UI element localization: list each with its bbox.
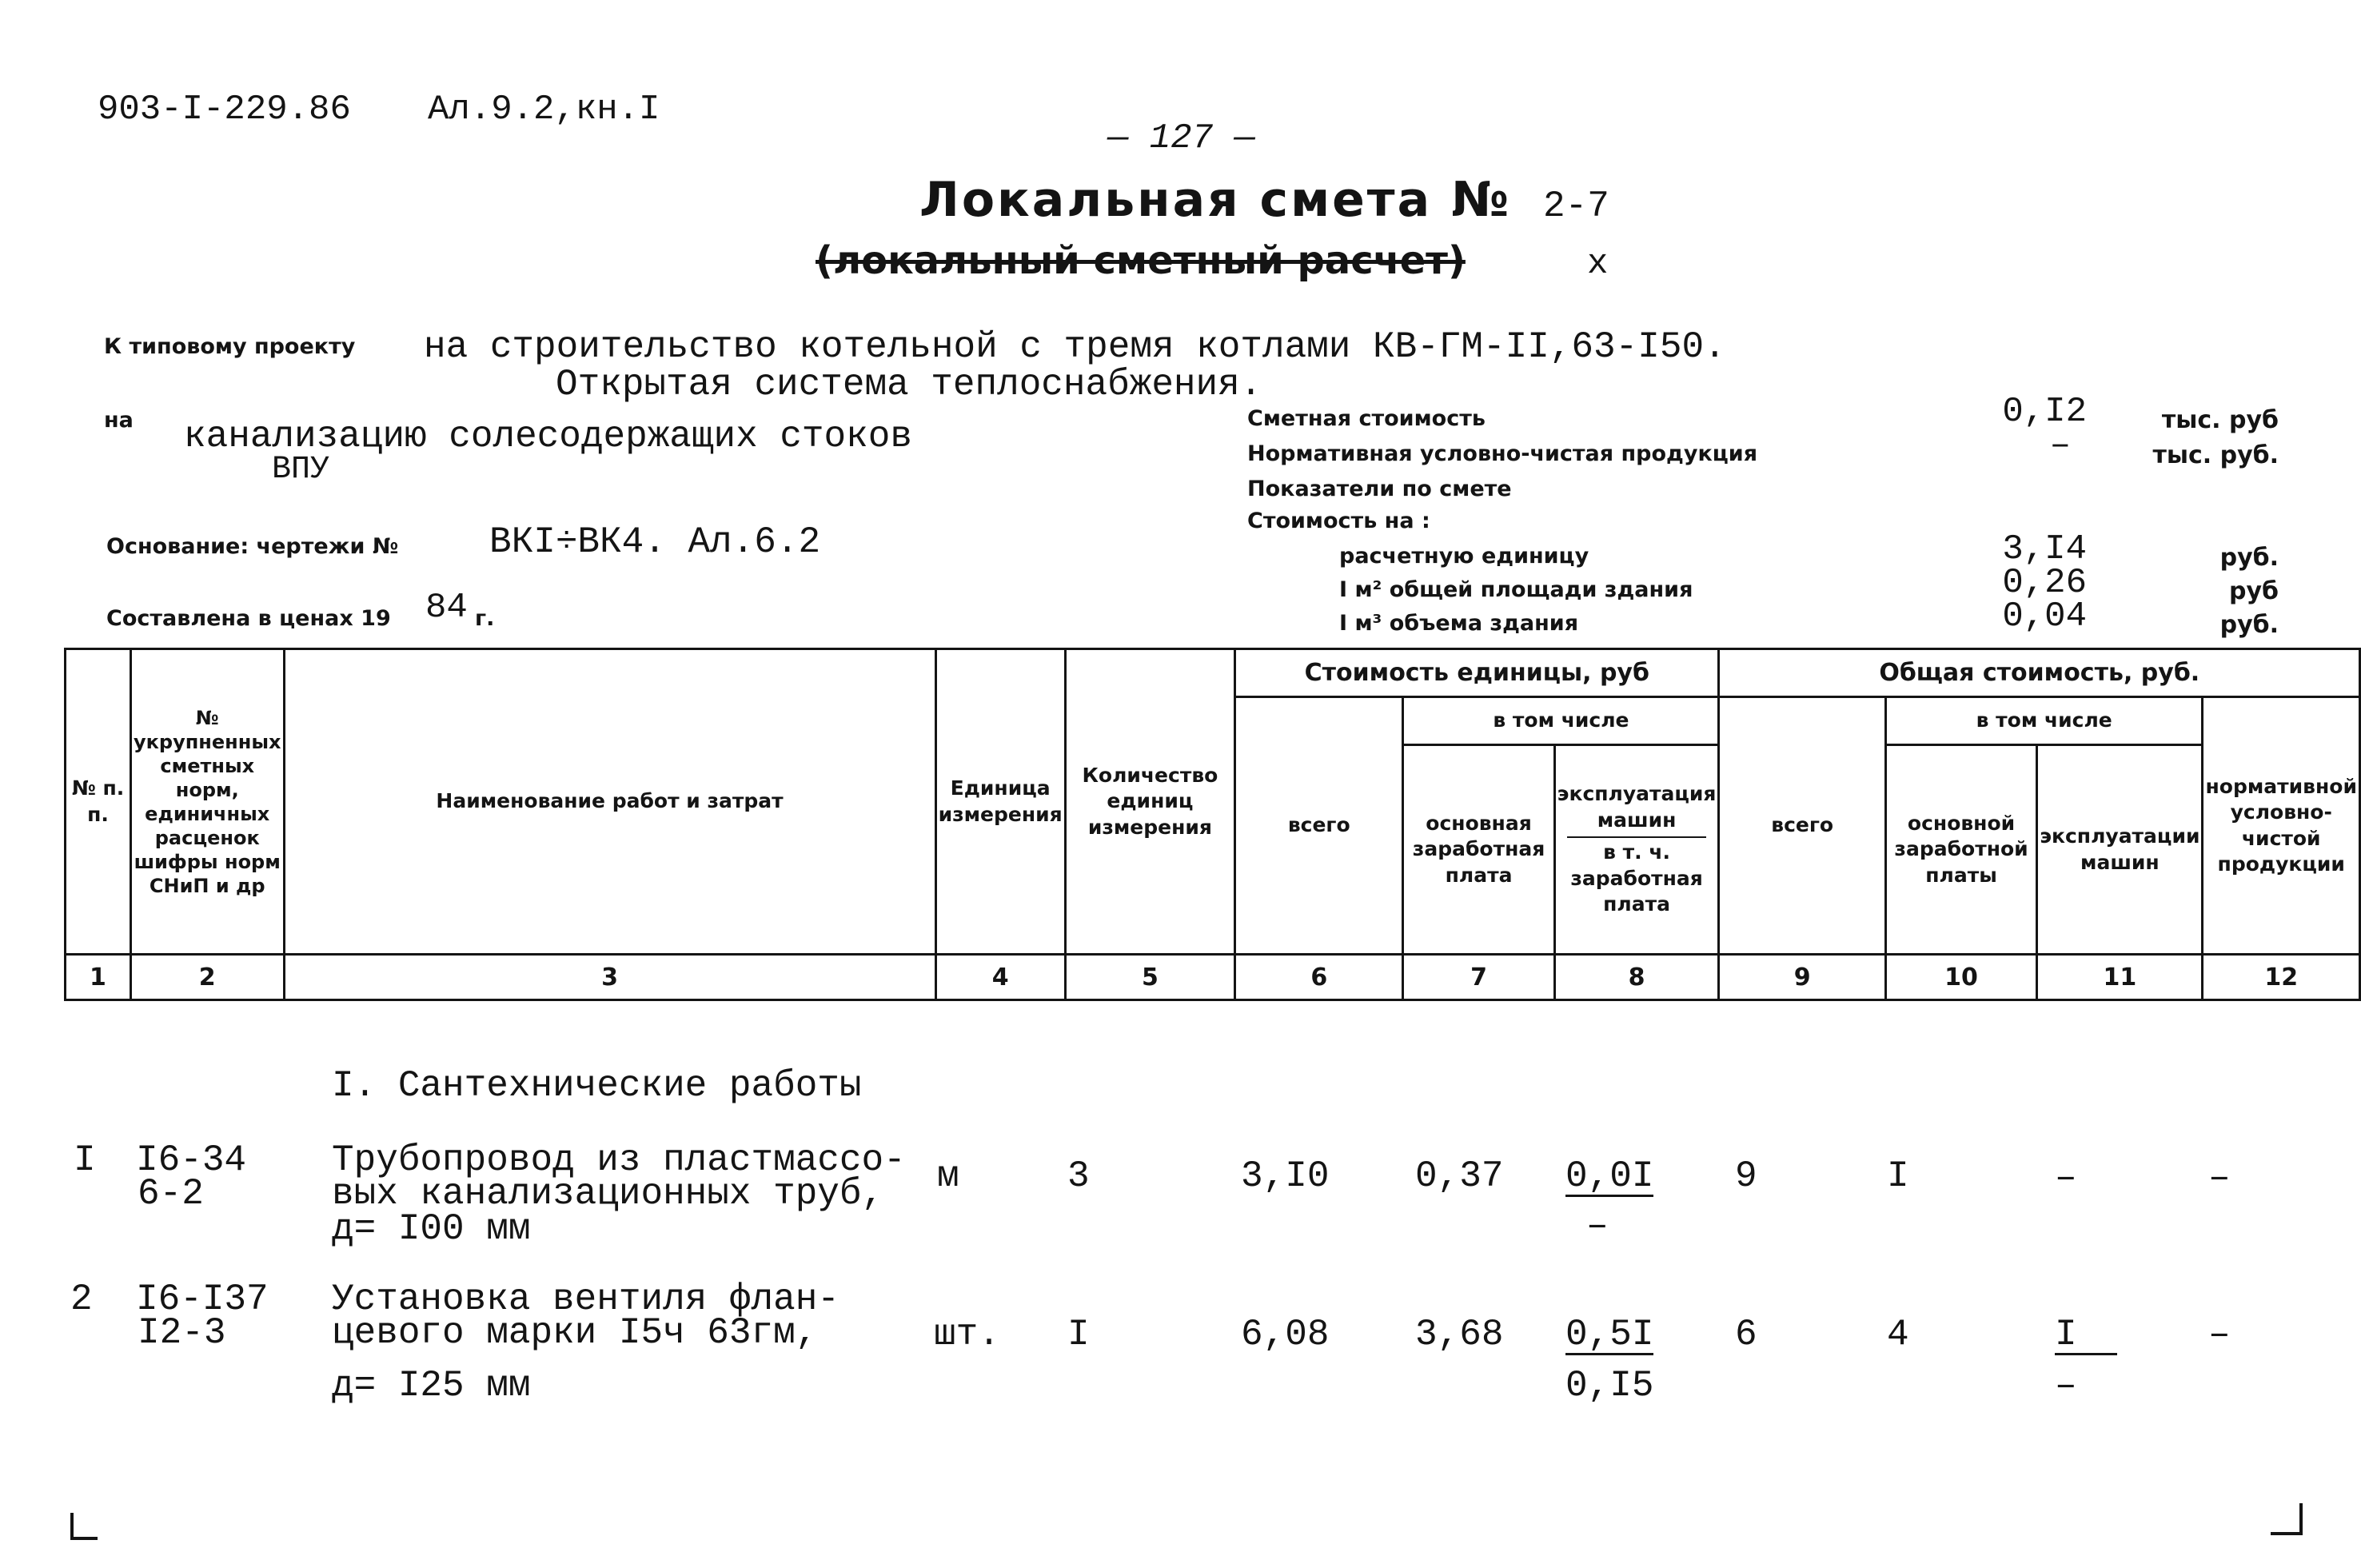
col-header-unit: Единица измерения [935,649,1065,955]
project-line-1: на строительство котельной с тремя котлами КВ-ГМ-II,63-I50. [424,326,1726,368]
summary-unit-per-unit: руб. [2219,544,2279,572]
summary-value-net-production: – [2049,425,2071,465]
col-number-11: 11 [2037,955,2203,1000]
page-title: Локальная смета № [919,172,1512,228]
summary-value-per-unit: 3,I4 [2002,529,2087,569]
col-header-total: всего [1719,697,1885,955]
row-total-machine-wage: – [2055,1365,2077,1406]
prices-label: Составлена в ценах 19 [106,606,391,631]
summary-label-per-volume: I м³ объема здания [1339,611,1579,636]
row-code-line-1: I6-I37 [136,1279,269,1320]
row-name-line-1: Установка вентиля флан- [332,1279,840,1320]
summary-label-per-unit: расчетную единицу [1339,544,1589,569]
col-header-work-name: Наименование работ и затрат [284,649,935,955]
row-unit-machine-wage: – [1586,1205,1609,1247]
row-quantity: 3 [1067,1155,1090,1197]
row-unit-machine: 0,5I [1565,1314,1654,1355]
col-subgroup-total-including: в том числе [1885,697,2203,745]
row-name-line-3: д= I25 мм [332,1365,531,1406]
estimate-table-header [64,648,2361,1001]
row-total-wage: 4 [1887,1314,1909,1355]
row-unit: м [937,1155,959,1197]
col-number-7: 7 [1403,955,1554,1000]
col-header-unit-total: всего [1235,697,1403,955]
col-number-6: 6 [1235,955,1403,1000]
col-header-norm-code: № укрупненных сметных норм, единичных расценок шифры норм СНиП и др [130,649,284,955]
row-total-wage: I [1887,1155,1909,1197]
col-header-total-machine: эксплуатации машин [2037,745,2203,955]
summary-label-net-production: Нормативная условно-чистая продукция [1247,441,1758,466]
section-title: I. Сантехнические работы [332,1065,862,1107]
summary-value-per-volume: 0,04 [2002,596,2087,636]
summary-value-per-area: 0,26 [2002,563,2087,603]
summary-unit-per-volume: руб. [2219,611,2279,639]
summary-unit-net-production: тыс. руб. [2152,441,2279,469]
col-header-net-production: нормативной условно-чистой продукции [2203,697,2360,955]
basis-value: ВКI÷ВК4. Ал.6.2 [489,521,821,563]
basis-label: Основание: чертежи № [106,534,399,559]
row-name-line-2: цевого марки I5ч 63гм, [332,1312,818,1354]
col-number-10: 10 [1885,955,2036,1000]
row-total: 6 [1735,1314,1757,1355]
machine-separator [1567,836,1707,838]
col-header-unit-wage: основная заработная плата [1403,745,1554,955]
bottom-right-corner-mark [2271,1503,2303,1535]
summary-value-estimated-cost: 0,I2 [2002,392,2087,432]
col-subgroup-unit-including: в том числе [1403,697,1719,745]
col-header-quantity: Количество единиц измерения [1065,649,1234,955]
summary-label-cost-per: Стоимость на : [1247,509,1430,533]
subject-line-1: канализацию солесодержащих стоков [184,416,912,457]
project-line-2: Открытая система теплоснабжения. [556,364,1262,405]
document-code: 903-I-229.86 [98,90,351,130]
row-unit-total: 3,I0 [1241,1155,1330,1197]
row-unit-total: 6,08 [1241,1314,1330,1355]
subject-line-2: ВПУ [272,452,330,488]
col-header-unit-machine-wage: в т. ч. заработная плата [1570,840,1703,916]
subtitle-tail: x [1587,244,1609,284]
row-name-line-2: вых канализационных труб, [332,1173,884,1215]
row-total-machine: I [2055,1316,2117,1355]
struck-subtitle: (локальный сметный расчет) [816,238,1466,283]
summary-label-per-area: I м² общей площади здания [1339,577,1693,602]
col-number-5: 5 [1065,955,1234,1000]
row-unit: шт. [934,1314,1000,1355]
row-name-line-1: Трубопровод из пластмассо- [332,1139,906,1181]
col-header-unit-machine-top: эксплуатация машин [1557,782,1717,832]
project-label: К типовому проекту [104,334,356,359]
row-code-line-2: 6-2 [138,1173,204,1215]
row-total-machine: – [2055,1157,2077,1199]
summary-unit-estimated-cost: тыс. руб [2161,406,2279,434]
col-group-total-cost: Общая стоимость, руб. [1719,649,2360,697]
row-unit-machine: 0,0I [1565,1155,1654,1197]
col-header-unit-machine [1554,745,1719,955]
col-number-9: 9 [1719,955,1885,1000]
prices-suffix: г. [475,606,495,631]
row-name-line-3: д= I00 мм [332,1208,531,1250]
summary-label-estimated-cost: Сметная стоимость [1247,406,1486,431]
col-header-row-number: № п. п. [66,649,131,955]
album-reference: Ал.9.2,кн.I [428,90,660,130]
col-header-total-wage: основной заработной платы [1885,745,2036,955]
page-number: — 127 — [1107,118,1255,158]
prices-year: 84 [425,588,468,628]
col-group-unit-cost: Стоимость единицы, руб [1235,649,1719,697]
estimate-number: 2-7 [1543,186,1609,227]
row-total: 9 [1735,1155,1757,1197]
row-unit-machine-wage: 0,I5 [1565,1365,1654,1406]
row-total-norm: – [2208,1314,2231,1355]
col-number-1: 1 [66,955,131,1000]
row-unit-wage: 3,68 [1415,1314,1504,1355]
col-number-8: 8 [1554,955,1719,1000]
row-code-line-1: I6-34 [136,1139,247,1181]
row-number: I [74,1139,96,1181]
row-unit-wage: 0,37 [1415,1155,1504,1197]
summary-unit-per-area: руб [2229,577,2279,605]
col-number-12: 12 [2203,955,2360,1000]
col-number-3: 3 [284,955,935,1000]
row-quantity: I [1067,1314,1090,1355]
row-total-norm: – [2208,1157,2231,1199]
row-number: 2 [70,1279,93,1320]
subject-label: на [104,408,134,433]
bottom-left-corner-mark [70,1513,98,1540]
col-number-2: 2 [130,955,284,1000]
row-code-line-2: I2-3 [138,1312,226,1354]
summary-label-indicators: Показатели по смете [1247,477,1512,501]
col-number-4: 4 [935,955,1065,1000]
